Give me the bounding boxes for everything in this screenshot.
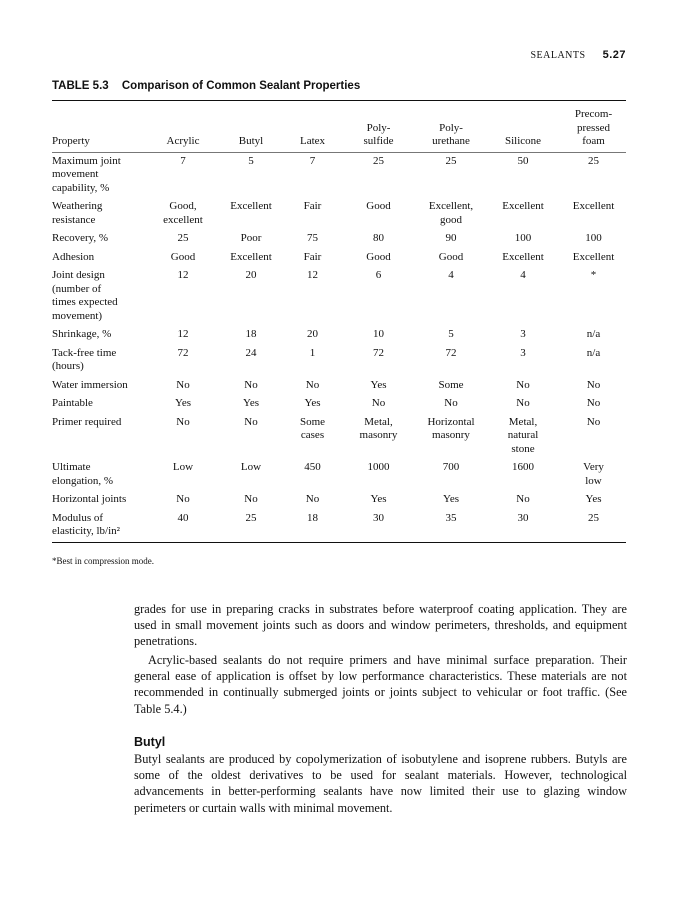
table-cell: No	[516, 378, 530, 391]
table-cell: Horizontal masonry	[427, 415, 475, 441]
table-row	[52, 377, 626, 396]
table-cell: 72	[445, 346, 457, 359]
section-heading-butyl: Butyl	[134, 735, 166, 749]
table-cell: No	[586, 378, 601, 391]
table-cell: 25	[588, 154, 599, 167]
table-cell: No	[176, 378, 190, 391]
table-cell: No	[176, 493, 190, 505]
row-label: Modulus of elasticity, lb/in²	[52, 511, 120, 537]
table-cell: Yes	[242, 397, 259, 409]
column-header: Silicone	[485, 101, 561, 153]
table-row	[52, 230, 626, 249]
table-cell: 100	[514, 232, 532, 244]
column-header: Poly- sulfide	[340, 101, 417, 153]
table-caption	[52, 80, 360, 92]
table-cell: 3	[520, 346, 526, 359]
table-cell: 4	[448, 269, 454, 281]
running-head	[530, 49, 626, 61]
table-cell: 10	[373, 328, 384, 340]
table-cell: 1	[309, 346, 316, 359]
table-cell: 25	[177, 232, 189, 244]
body-paragraph-3: Butyl sealants are produced by copolymerization of isobutylene and isoprene rubbers. Butyls are some of the oldest derivatives to be used for sealant materials. However, technological advancements in better-performing sealants have now limited their use to glazing window perimeters or curtain walls with minimal movement.	[134, 752, 627, 815]
table-cell: 5	[448, 328, 454, 340]
row-label: Paintable	[52, 397, 93, 409]
table-cell: Metal, masonry	[359, 415, 398, 441]
table-cell: 3	[520, 328, 526, 340]
table-cell: 5	[248, 154, 254, 167]
row-label: Water immersion	[52, 378, 128, 391]
column-header: Property	[52, 101, 149, 153]
table-cell: 20	[245, 269, 257, 281]
body-paragraph-2: Acrylic-based sealants do not require primers and have minimal surface preparation. Their general ease of application is offset by low performance characteristics. These materials are not recommended in continually submerged joints or joints subject to vehicular or foot traffic. (See Table 5.4.)	[134, 653, 627, 716]
table-row	[52, 345, 626, 377]
table-cell: 7	[180, 154, 186, 167]
table-cell: No	[371, 397, 386, 409]
column-header: Butyl	[217, 101, 285, 153]
table-cell: No	[586, 397, 601, 409]
table-row	[52, 326, 626, 345]
table-cell: 7	[309, 154, 316, 167]
table-cell: 450	[304, 461, 321, 473]
table-row	[52, 459, 626, 491]
table-row	[52, 510, 626, 543]
table-cell: 25	[373, 154, 384, 167]
table-row	[52, 249, 626, 268]
table-row	[52, 414, 626, 460]
table-row	[52, 395, 626, 414]
table-caption-title: Comparison of Common Sealant Properties	[121, 80, 361, 92]
column-header: Latex	[285, 101, 340, 153]
table-cell: 12	[307, 269, 318, 281]
row-label: Primer required	[52, 415, 122, 428]
table-cell: 75	[307, 232, 318, 244]
table-cell: Some	[438, 378, 464, 391]
table-cell: 25	[445, 154, 457, 167]
table-cell: Excellent	[572, 200, 615, 212]
table-cell: No	[516, 493, 530, 505]
table-cell: No	[516, 397, 530, 409]
table-cell: n/a	[586, 328, 601, 340]
table-cell: 1000	[367, 461, 390, 473]
row-label: Tack-free time (hours)	[52, 346, 117, 372]
table-cell: Good, excellent	[163, 200, 203, 226]
table-cell: Metal, natural stone	[507, 415, 539, 455]
table-cell: No	[244, 378, 258, 391]
table-caption-number: TABLE 5.3	[52, 80, 109, 92]
table-cell: Excellent, good	[428, 200, 474, 226]
table-cell: 12	[177, 269, 189, 281]
table-cell: No	[586, 415, 601, 428]
table-footnote: *Best in compression mode.	[52, 556, 154, 566]
table-cell: Yes	[585, 493, 602, 505]
table-header-row	[52, 101, 626, 153]
row-label: Joint design (number of times expected movement)	[52, 269, 118, 322]
table-cell: 18	[307, 511, 318, 524]
body-paragraph-1: grades for use in preparing cracks in substrates before waterproof coating application. They are used in small movement joints such as doors and window perimeters, thresholds, and equipment penetrations.	[134, 602, 627, 649]
table-cell: *	[590, 269, 597, 281]
table-cell: No	[305, 493, 320, 505]
table-cell: 25	[245, 511, 257, 524]
table-body	[52, 152, 626, 542]
row-label: Horizontal joints	[52, 493, 127, 505]
table-cell: 24	[245, 346, 257, 359]
column-header: Acrylic	[149, 101, 217, 153]
table-cell: 35	[445, 511, 457, 524]
table-cell: Some cases	[299, 415, 326, 441]
table-cell: 25	[588, 511, 599, 524]
row-label: Maximum joint movement capability, %	[52, 154, 121, 194]
column-header: Precom- pressed foam	[561, 101, 626, 153]
table-cell: 80	[373, 232, 384, 244]
row-label: Adhesion	[52, 250, 95, 263]
table-cell: Good	[438, 250, 464, 263]
table-cell: n/a	[586, 346, 601, 359]
table-cell: Good	[366, 200, 391, 212]
table-cell: 4	[520, 269, 526, 281]
table-cell: No	[444, 397, 458, 409]
table-cell: Yes	[304, 397, 321, 409]
table-row	[52, 152, 626, 198]
table-cell: 72	[177, 346, 189, 359]
table-cell: 40	[177, 511, 189, 524]
row-label: Ultimate elongation, %	[52, 461, 114, 487]
table-cell: Excellent	[502, 200, 544, 212]
table-cell: 18	[245, 328, 257, 340]
table-cell: Excellent	[572, 250, 615, 263]
table-cell: 1600	[512, 461, 534, 473]
row-label: Weathering resistance	[52, 200, 103, 226]
table-row	[52, 267, 626, 326]
table-cell: Yes	[442, 493, 459, 505]
table-cell: 100	[585, 232, 602, 244]
table-cell: No	[176, 415, 190, 428]
table-cell: 700	[442, 461, 460, 473]
running-head-section: SEALANTS	[530, 50, 586, 61]
table-cell: Fair	[303, 200, 322, 212]
table-cell: Excellent	[502, 250, 544, 263]
page-number: 5.27	[602, 49, 626, 61]
sealant-properties-table	[52, 100, 626, 543]
table-cell: Low	[172, 461, 194, 473]
table-cell: Excellent	[230, 250, 272, 263]
table-cell: Good	[366, 250, 391, 263]
table-cell: No	[244, 415, 258, 428]
table-cell: Yes	[174, 397, 191, 409]
table-cell: No	[244, 493, 258, 505]
table-cell: 50	[517, 154, 529, 167]
table-cell: Yes	[370, 378, 387, 391]
table-cell: No	[305, 378, 320, 391]
table-cell: 12	[177, 328, 189, 340]
table-cell: 6	[375, 269, 382, 281]
row-label: Shrinkage, %	[52, 328, 112, 340]
column-header: Poly- urethane	[417, 101, 485, 153]
table-cell: Poor	[240, 232, 262, 244]
table-cell: 72	[373, 346, 384, 359]
table-row	[52, 198, 626, 230]
table-cell: 20	[307, 328, 318, 340]
table-cell: 90	[445, 232, 457, 244]
table-cell: 30	[373, 511, 384, 524]
table-cell: Good	[170, 250, 196, 263]
table-cell: Excellent	[230, 200, 272, 212]
row-label: Recovery, %	[52, 232, 109, 244]
table-cell: 30	[517, 511, 529, 524]
table-cell: Yes	[370, 493, 387, 505]
table-cell: Very low	[583, 461, 604, 487]
table-row	[52, 491, 626, 510]
table-cell: Fair	[303, 250, 322, 263]
table-cell: Low	[240, 461, 262, 473]
